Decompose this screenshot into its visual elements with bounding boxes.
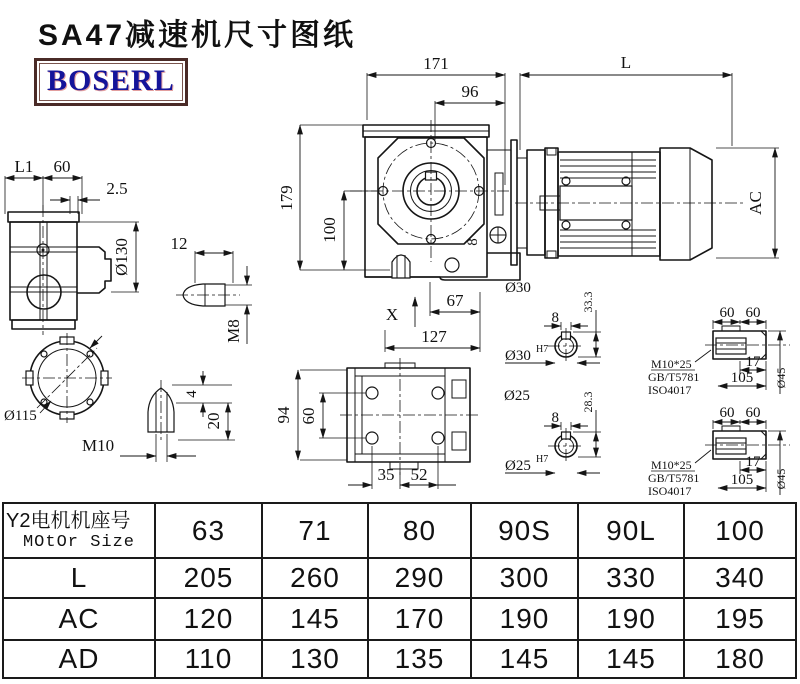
- label-dia25: Ø25: [504, 388, 530, 404]
- table-row-L: [3, 558, 796, 598]
- cell-L-2: 290: [368, 558, 471, 598]
- dim-17-bottom: 17: [745, 454, 761, 470]
- dim-60-side: 60: [53, 157, 71, 176]
- dim-100: 100: [320, 217, 339, 243]
- cell-L-0: 205: [155, 558, 262, 598]
- bore-detail-top: [505, 292, 601, 365]
- cell-AD-0: 110: [155, 640, 262, 678]
- cell-AC-2: 170: [368, 598, 471, 640]
- label-std2-bottom: ISO4017: [648, 484, 692, 498]
- dim-20: 20: [204, 412, 223, 430]
- label-dia25H7: Ø25: [505, 458, 531, 474]
- row-label-L: L: [3, 558, 155, 598]
- dim-105-bottom: 105: [730, 472, 754, 488]
- dim-35: 35: [377, 465, 395, 484]
- dim-105-top: 105: [730, 370, 754, 386]
- flange-view: [4, 333, 235, 462]
- bottom-view: [274, 358, 480, 489]
- cell-AC-1: 145: [262, 598, 368, 640]
- cell-AD-2: 135: [368, 640, 471, 678]
- dim-60a-top: 60: [719, 305, 735, 321]
- dim-28-3: 28.3: [581, 391, 595, 413]
- dim-L: L: [620, 53, 632, 72]
- col-80: 80: [368, 503, 471, 558]
- cell-L-4: 330: [578, 558, 684, 598]
- dim-33-3: 33.3: [581, 291, 595, 313]
- row-label-AC: AC: [3, 598, 155, 640]
- table-header-cell: [3, 503, 155, 558]
- cell-AD-1: 130: [262, 640, 368, 678]
- dim-8-key-top: 8: [551, 310, 559, 326]
- table-row-AC: [3, 598, 796, 640]
- col-100: 100: [684, 503, 796, 558]
- dim-60a-bottom: 60: [719, 405, 735, 421]
- label-dia25H7-tol: H7: [536, 454, 549, 465]
- page-title: SA47减速机尺寸图纸: [38, 19, 357, 52]
- dim-60b-top: 60: [745, 305, 761, 321]
- m8-bolt-detail: [171, 234, 253, 344]
- cell-L-5: 340: [684, 558, 796, 598]
- dim-4: 4: [184, 390, 200, 398]
- dim-dia45-top: Ø45: [774, 367, 788, 389]
- dim-dia115: Ø115: [4, 408, 37, 424]
- shaft-view-top: [648, 305, 790, 397]
- cell-L-3: 300: [471, 558, 578, 598]
- cell-AC-5: 195: [684, 598, 796, 640]
- table-header-cn: Y2电机机座号: [6, 510, 131, 532]
- dim-17-top: 17: [745, 354, 761, 370]
- motor-size-table: [2, 502, 797, 679]
- label-std2-top: ISO4017: [648, 383, 692, 397]
- label-std1-top: GB/T5781: [648, 370, 700, 384]
- dim-179: 179: [277, 185, 296, 211]
- col-90L: 90L: [578, 503, 684, 558]
- dim-X: X: [385, 305, 399, 324]
- cell-AD-4: 145: [578, 640, 684, 678]
- table-row-AD: [3, 640, 796, 678]
- dim-60b-bottom: 60: [745, 405, 761, 421]
- brand-logo-text: BOSERL: [47, 64, 175, 97]
- cell-AD-5: 180: [684, 640, 796, 678]
- dim-2-5: 2.5: [106, 179, 128, 198]
- cell-AC-4: 190: [578, 598, 684, 640]
- table-header-en: MOtOr Size: [22, 533, 136, 552]
- cell-AD-3: 145: [471, 640, 578, 678]
- dim-67: 67: [446, 291, 464, 310]
- dim-8-key-bottom: 8: [551, 410, 559, 426]
- label-dia30H7-tol: H7: [536, 344, 549, 355]
- dim-60-bottom: 60: [299, 407, 318, 425]
- label-dia30H7: Ø30: [505, 348, 531, 364]
- bore-detail-bottom: [504, 388, 601, 474]
- dim-171: 171: [423, 54, 449, 73]
- front-view-dims: [277, 53, 779, 352]
- col-63: 63: [155, 503, 262, 558]
- dim-AC: AC: [746, 191, 765, 215]
- dim-96: 96: [461, 82, 479, 101]
- front-view: [350, 120, 745, 280]
- shaft-view-bottom: [648, 405, 790, 498]
- dim-8-clamp: 8: [465, 238, 481, 246]
- dim-127: 127: [421, 327, 447, 346]
- label-std1-bottom: GB/T5781: [648, 471, 700, 485]
- cell-L-1: 260: [262, 558, 368, 598]
- dim-52: 52: [410, 465, 428, 484]
- side-view: [5, 157, 139, 335]
- dim-M10: M10: [82, 436, 115, 455]
- dim-L1: L1: [14, 157, 34, 176]
- dim-94: 94: [274, 406, 293, 424]
- label-screw-bottom: M10*25: [651, 458, 692, 472]
- table-header-row: [3, 503, 796, 558]
- label-screw-top: M10*25: [651, 357, 692, 371]
- label-dia30: Ø30: [505, 280, 531, 296]
- dim-M8: M8: [224, 319, 243, 343]
- cell-AC-0: 120: [155, 598, 262, 640]
- dim-dia45-bottom: Ø45: [774, 468, 788, 490]
- col-71: 71: [262, 503, 368, 558]
- row-label-AD: AD: [3, 640, 155, 678]
- cell-AC-3: 190: [471, 598, 578, 640]
- col-90S: 90S: [471, 503, 578, 558]
- dim-dia130: Ø130: [112, 238, 131, 276]
- dim-12: 12: [170, 234, 188, 253]
